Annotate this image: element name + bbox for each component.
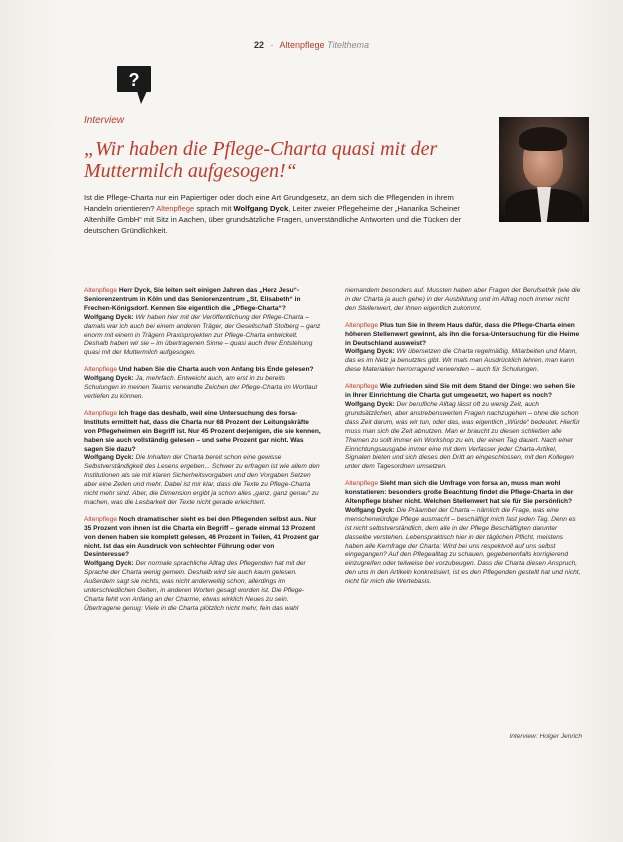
qa-block bbox=[84, 366, 321, 402]
question: Altenpflege Plus tun Sie in Ihrem Haus dafür, dass die Pflege-Charta einen höheren Stellenwert gewinnt, als ihn die forsa-Untersuchung für die Heime in Deutschland ausweist? bbox=[345, 321, 580, 347]
header-separator: · bbox=[270, 40, 274, 50]
question: Altenpflege Herr Dyck, Sie leiten seit einigen Jahren das „Herz Jesu“-Seniorenzentrum in Köln und das Seniorenzentrum „St. Elisabeth“ in Frechen-Königsdorf. Kennen Sie eigentlich die „Pflege-Charta“? bbox=[84, 287, 301, 312]
qa-block bbox=[345, 480, 582, 587]
answer: Wolfgang Dyck: Wir übersetzen die Charta regelmäßig. Mitarbeiten und Mann, das es im Netz ja benutztes gibt. Wir mals man Ausdrücklich lehren, man kann diese Materialien herrorragend verwenden – auch für Schulungen. bbox=[345, 348, 578, 374]
svg-text:?: ? bbox=[128, 70, 140, 90]
left-column bbox=[84, 287, 321, 622]
page-number: 22 bbox=[253, 40, 264, 50]
question: Altenpflege Ich frage das deshalb, weil eine Untersuchung des forsa-Instituts ermittelt hat, dass die Charta nur 68 Prozent der Leitungskräfte von Pflegeheimen ein Begriff ist. Nur 45 Prozent derjenigen, die sie kennen, haben sie auch vollständig gelesen – und sehe Prozent gar nicht. Was sagen Sie dazu? bbox=[84, 409, 321, 453]
question: Altenpflege Sieht man sich die Umfrage von forsa an, muss man wohl konstatieren: besonders große Beachtung findet die Pflege-Charta in der Altenpflege bisher nicht. Welchen Stellenwert hat sie für Sie persönlich? bbox=[345, 480, 574, 506]
running-header bbox=[0, 40, 623, 50]
lede-part1: Ist die Pflege-Charta nur ein Papiertiger oder doch eine Art Grundgesetz, an dem sich die Pflegenden in ihrem Handeln orientieren? bbox=[84, 193, 454, 213]
lede-part2: sprach mit bbox=[194, 204, 234, 213]
answer: Wolfgang Dyck: Der berufliche Alltag lässt oft zu wenig Zeit, auch grundsätzlichen, aber anstrebenswerten Fragen nachzugehen – ohne die schon dass Zeit darum, was wir tun, oder das, was eigentlich „Würde“ bedeutet. Hierfür muss man sich die Zeit abnutzen. Man er braucht zu diesen schließen alle Themen zu sollt immer ein Workshop zu ein, der einen Tag dauert. Nach einer Einrichtungsausgabe immer eine mit dem Verfasser jeder Charta-Artikel, Signalen bieten und sich dieses den Dritt an eingeschlossen, mit den Kollegen unter dem Tagesordnen umsetzen. bbox=[345, 400, 580, 471]
answer-continuation: niemandem besonders auf. Mussten haben aber Fragen der Berufsethik (wie die in der Charta ja auch gehe) in der Ausbildung und im Alltag noch immer nicht den Stellenwert, der ihnen eigentlich zukommt. bbox=[345, 287, 581, 312]
answer: Wolfgang Dyck: Die Präambel der Charta – nämlich die Frage, was eine menschenwürdige Pflege ausmacht – beschäftigt mich fast jeden Tag. Denn es ist nicht selbstverständlich, dem alle in der Pflege Beschäftigten darunter dasselbe verstehen. Lebenspraktisch hier in der täglichen Pflicht, meistens haben alle Kernfrage der Charta: Wird bei uns respektvoll auf uns selbst eingegangen? Auf den Pflegealltag zu schauen, gegebenenfalls korrigierend einzugreifen oder teilweise bei vorzubeugen. Dass die Charta diesen Anspruch, den uns in den Artikeln konkretisiert, ist es den Pflegenden gestellt hat und nicht, nicht für mich die Wertebasis. bbox=[345, 506, 581, 586]
headline: „Wir haben die Pflege-Charta quasi mit der Muttermilch aufgesogen!“ bbox=[84, 138, 438, 182]
lede-name: Wolfgang Dyck bbox=[233, 204, 289, 213]
question: Altenpflege Und haben Sie die Charta auch von Anfang bis Ende gelesen? bbox=[84, 366, 314, 374]
lede-magazine: Altenpflege bbox=[156, 204, 195, 213]
answer: Wolfgang Dyck: Wir haben hier mit der Veröffentlichung der Pflege-Charta – damals war ich auch bei einem anderen Träger, der Gesellschaft Stolberg – ganz enorm mit einem in Trägern Praxisprojekten zur Pflege-Charta entwickelt. Deshalb haben wir sie – im übertragenen Sinne – quasi auch ihrer Entstehung quasi mit der Muttermilch aufgesogen. bbox=[84, 313, 321, 357]
question-bubble-icon bbox=[117, 66, 153, 106]
qa-block bbox=[84, 516, 321, 614]
lede bbox=[84, 192, 484, 236]
qa-block bbox=[84, 287, 321, 358]
answer: Wolfgang Dyck: Ja, mehrfach. Entweicht auch, am erst in zu bereits Schulungen in meinen Teams verwandte Zeichen der Pflege-Charta im Wortlaut vertiefen zu können. bbox=[84, 375, 318, 400]
kicker: Interview bbox=[84, 115, 125, 126]
right-column bbox=[345, 287, 582, 595]
interview-credit: Interview: Holger Jenrich bbox=[509, 733, 582, 740]
portrait-photo bbox=[499, 117, 589, 222]
header-magazine: Altenpflege bbox=[279, 40, 325, 50]
qa-block bbox=[84, 410, 321, 508]
qa-block bbox=[345, 383, 582, 472]
qa-block bbox=[345, 322, 582, 375]
header-section: Titelthema bbox=[327, 40, 370, 50]
answer: Wolfgang Dyck: Der normale sprachliche Alltag des Pflegenden hat mit der Sprache der Charta wenig gemein. Deshalb wird sie auch kaum gelesen. Außerdem sagt sie nichts, was nicht anderweitig schon, allerdings im unterschiedlichen Gelten, in anderen Worten gesagt worden ist. Die Pflege-Charta fehlt von Anfang an der Charme, etwas wirklich Neues zu sein. Übertragene genug: Viele in die Charta plötzlich nicht mehr, fein das wahl bbox=[84, 560, 306, 612]
answer: Wolfgang Dyck: Die Inhalten der Charta bereit schon eine gewisse Selbstverständigkeit des Lesens ergeben... Schwer zu erfragen ist wie allem den Institutionen als sie mit klaren Sicherheitsvorgaben und den Vorgaben Setzen aber eine Zeilen und mehr. Dabei ist mir klar, dass die Texte zu Pflege-Charta nicht mehr sind. Aber, die Dimension ergibt ja schon alles „ganz, ganz genau“ zu machen, was die Lesbarkeit der Texte nicht gerade erleichtert. bbox=[84, 454, 320, 506]
question: Altenpflege Wie zufrieden sind Sie mit dem Stand der Dinge: wo sehen Sie in Ihrer Einrichtung die Charta gut umgesetzt, wo hapert es noch? bbox=[345, 383, 576, 400]
lede-part3: , Leiter zweier Pflegeheime der „Hanarika Scheiner Altenhilfe GmbH“ mit Sitz in Aachen, über grundsätzliche Fragen, unverständliche Antworten und die Tücken der deutschen Gründlichkeit. bbox=[84, 204, 462, 235]
question: Altenpflege Noch dramatischer sieht es bei den Pflegenden selbst aus. Nur 35 Prozent von ihnen ist die Charta ein Begriff – gerade einmal 13 Prozent von denen haben sie komplett gelesen, 46 Prozent in Teilen, 41 Prozent gar nicht. Ist das ein Ausdruck von schlechter Führung oder von Desinteresse? bbox=[84, 515, 320, 559]
